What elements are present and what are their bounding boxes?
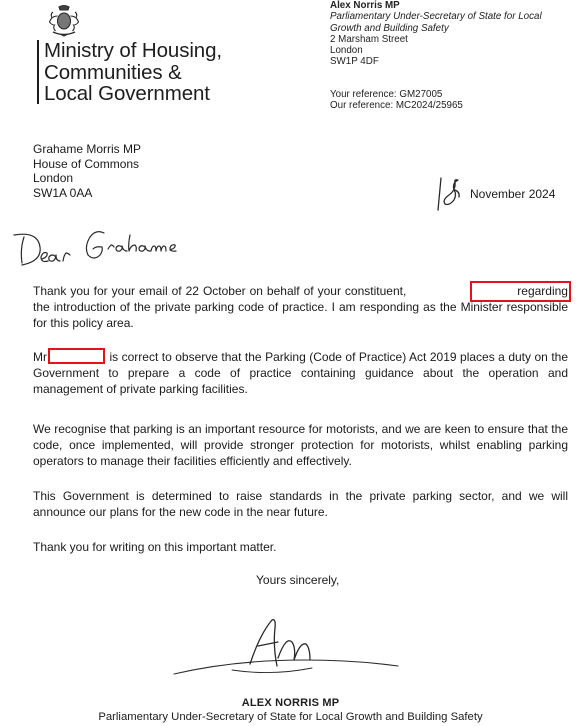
your-reference: Your reference: GM27005 — [330, 89, 443, 100]
paragraph-text: This Government is determined to raise standards in the private parking sector, and we will announce our plans for the new code in the near future. — [33, 489, 568, 520]
signatory-name: ALEX NORRIS MP — [241, 697, 340, 709]
department-divider — [37, 40, 39, 104]
recipient-line: SW1A 0AA — [33, 185, 93, 200]
recipient-address — [33, 142, 141, 200]
paragraph-text: is correct to observe that the Parking (Code of Practice) Act 2019 places a duty on the Government to prepare a code of practice containing guidance about the operation and management of private parking facilities. — [33, 350, 568, 397]
department-line: Local Government — [44, 82, 210, 105]
handwritten-signature — [172, 612, 412, 680]
recipient-line: House of Commons — [33, 156, 140, 171]
paragraph-3 — [33, 421, 568, 470]
date-month-year: November 2024 — [470, 187, 556, 201]
recipient-line: London — [33, 171, 74, 186]
department-line: Communities & — [44, 60, 182, 84]
redaction-box — [48, 348, 105, 364]
paragraph-text: Thank you for your email of 22 October on behalf of your constituent, — [33, 284, 407, 298]
closing: Yours sincerely, — [256, 573, 340, 587]
sender-address-line: SW1P 4DF — [330, 56, 379, 68]
department-line: Ministry of Housing, — [44, 39, 223, 62]
paragraph-2 — [33, 349, 568, 398]
sender-role: Parliamentary Under-Secretary of State for Local — [330, 11, 542, 23]
department-name — [44, 40, 222, 105]
paragraph-4 — [33, 488, 568, 520]
sender-address-line: 2 Marsham Street — [330, 33, 408, 45]
sender-name: Alex Norris MP — [330, 0, 400, 11]
reference-block — [330, 89, 463, 112]
sender-address-line: London — [330, 45, 363, 57]
sender-role: Growth and Building Safety — [330, 22, 449, 34]
paragraph-text: We recognise that parking is an important resource for motorists, and we are keen to ensure that the code, once implemented, will provide stronger protection for motorists, whilst enabling parking operators to manage their facilities efficiently and effectively. — [33, 422, 568, 469]
handwritten-date-day — [434, 174, 468, 212]
paragraph-text: Mr — [33, 350, 47, 364]
paragraph-5 — [33, 539, 568, 555]
handwritten-salutation — [8, 223, 188, 271]
our-reference: Our reference: MC2024/25965 — [330, 100, 463, 112]
sender-block — [330, 0, 542, 68]
redaction-box — [470, 281, 571, 302]
royal-crest-icon — [46, 4, 82, 38]
paragraph-text: Thank you for writing on this important matter. — [33, 540, 277, 554]
recipient-line: Grahame Morris MP — [33, 142, 142, 156]
signatory-role: Parliamentary Under-Secretary of State for Local Growth and Building Safety — [98, 711, 483, 723]
paragraph-text: regarding the introduction of the private parking code of practice. I am responding as the Minister responsible for this policy area. — [33, 284, 568, 331]
